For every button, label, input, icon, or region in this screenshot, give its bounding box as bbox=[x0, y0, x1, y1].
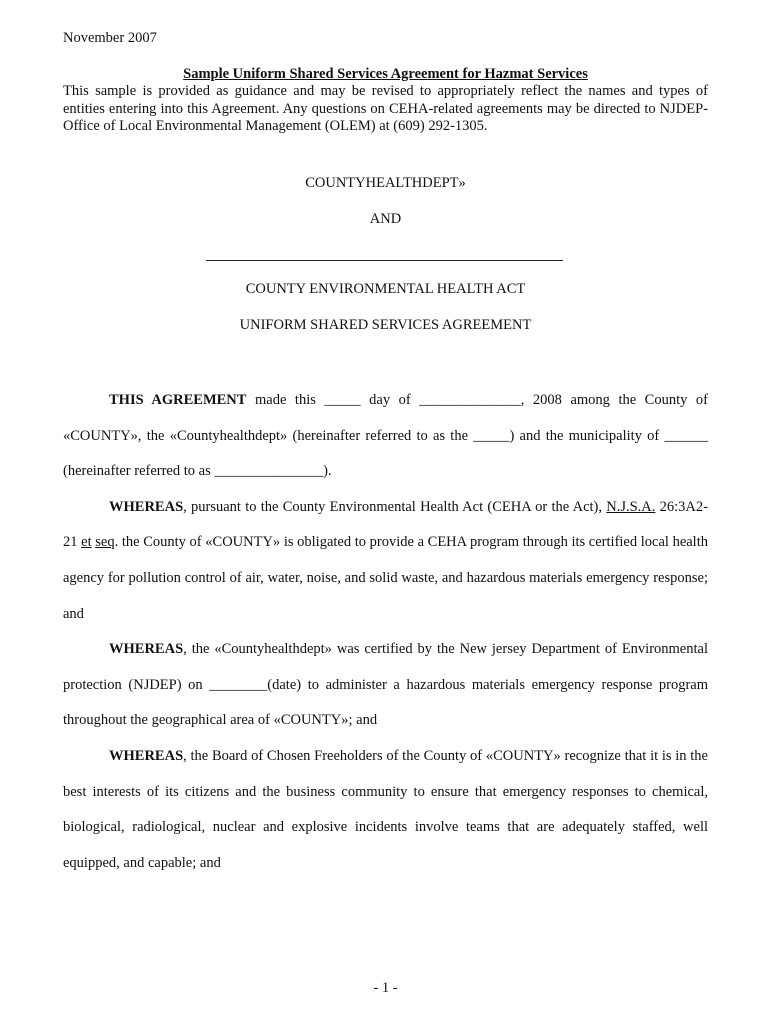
whereas-paragraph-2 bbox=[63, 632, 708, 739]
whereas-1-text-b: 26:3A2-21 bbox=[63, 498, 708, 551]
agreement-body bbox=[63, 383, 708, 881]
agreement-opening-text: made this _____ day of ______________, 2008 among the County of «COUNTY», the «Countyhealthdept» (hereinafter referred to as the _____) and the municipality of ______ (hereinafter referred to as _______________). bbox=[63, 392, 708, 480]
njsa-citation: N.J.S.A. bbox=[606, 498, 656, 515]
party-two-blank-line bbox=[206, 260, 563, 261]
document-date: November 2007 bbox=[63, 30, 157, 46]
et-word: et bbox=[81, 534, 92, 551]
document-title: Sample Uniform Shared Services Agreement for Hazmat Services bbox=[183, 66, 588, 82]
whereas-1-text-c: . the County of «COUNTY» is obligated to provide a CEHA program through its certified local health agency for pollution control of air, water, noise, and solid waste, and hazardous materials emergency response; and bbox=[63, 534, 708, 622]
whereas-lead: WHEREAS bbox=[109, 641, 184, 658]
intro-paragraph: This sample is provided as guidance and may be revised to appropriately reflect the names and types of entities entering into this Agreement. Any questions on CEHA-related agreements may be directed to NJDEP-Office of Local Environmental Management (OLEM) at (609) 292-1305. bbox=[63, 83, 708, 134]
and-label: AND bbox=[369, 211, 402, 227]
whereas-2-text: , the «Countyhealthdept» was certified by the New jersey Department of Environmental protection (NJDEP) on ________(date) to administer a hazardous materials emergency response program throughout the geographical area of «COUNTY»; and bbox=[63, 641, 708, 729]
whereas-lead: WHEREAS bbox=[109, 747, 184, 764]
whereas-paragraph-1 bbox=[63, 490, 708, 632]
whereas-3-text: , the Board of Chosen Freeholders of the County of «COUNTY» recognize that it is in the best interests of its citizens and the business community to ensure that emergency responses to chemical, biological, radiological, nuclear and explosive incidents involve teams that are adequately staffed, well equipped, and capable; and bbox=[63, 747, 708, 871]
party-one: COUNTYHEALTHDEPT» bbox=[305, 175, 466, 191]
subtitle-ceha: COUNTY ENVIRONMENTAL HEALTH ACT bbox=[245, 281, 526, 297]
seq-word: seq bbox=[95, 534, 115, 551]
agreement-opening-paragraph bbox=[63, 383, 708, 490]
whereas-1-text-a: , pursuant to the County Environmental Health Act (CEHA or the Act), bbox=[183, 498, 607, 515]
subtitle-agreement: UNIFORM SHARED SERVICES AGREEMENT bbox=[239, 317, 532, 333]
whereas-lead: WHEREAS bbox=[109, 498, 184, 515]
page-number: - 1 - bbox=[373, 980, 398, 996]
agreement-lead: THIS AGREEMENT bbox=[109, 392, 247, 408]
whereas-paragraph-3 bbox=[63, 739, 708, 881]
